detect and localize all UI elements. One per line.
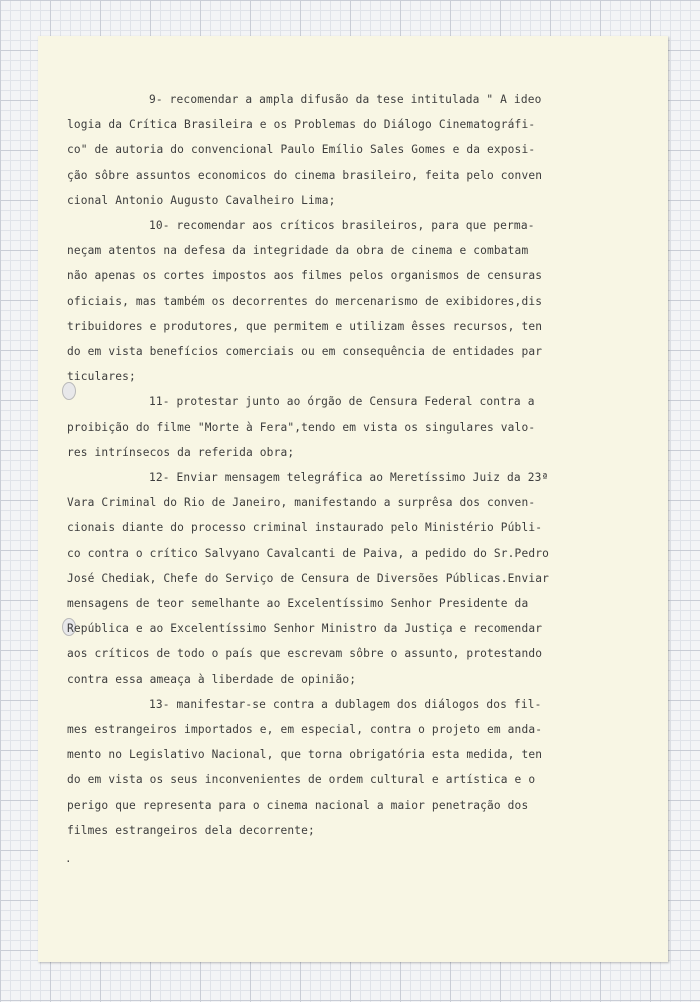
text-line: 11- protestar junto ao órgão de Censura Federal contra a <box>149 395 535 409</box>
paragraph-12 <box>67 465 587 692</box>
text-line: filmes estrangeiros dela decorrente; <box>67 823 315 837</box>
text-line: República e ao Excelentíssimo Senhor Ministro da Justiça e recomendar <box>67 622 543 636</box>
text-line: 12- Enviar mensagem telegráfica ao Meretíssimo Juiz da 23ª <box>149 471 549 485</box>
end-mark: . <box>65 852 72 865</box>
paragraph-10 <box>67 213 587 389</box>
text-line: mes estrangeiros importados e, em especial, contra o projeto em anda- <box>67 723 543 737</box>
text-line: José Chediak, Chefe do Serviço de Censura de Diversões Públicas.Enviar <box>67 571 549 585</box>
text-line: do em vista os seus inconvenientes de ordem cultural e artística e o <box>67 773 536 787</box>
text-line: cionais diante do processo criminal instaurado pelo Ministério Públi- <box>67 521 543 535</box>
text-line: Vara Criminal do Rio de Janeiro, manifestando a surprêsa dos conven- <box>67 496 536 510</box>
paragraph-9 <box>67 87 587 213</box>
text-line: res intrínsecos da referida obra; <box>67 445 295 459</box>
text-line: tribuidores e produtores, que permitem e utilizam êsses recursos, ten <box>67 319 543 333</box>
paragraph-13 <box>67 692 587 843</box>
text-line: cional Antonio Augusto Cavalheiro Lima; <box>67 193 336 207</box>
text-line: logia da Crítica Brasileira e os Problemas do Diálogo Cinematográfi- <box>67 118 536 132</box>
text-line: ticulares; <box>67 370 136 384</box>
text-line: contra essa ameaça à liberdade de opinião; <box>67 672 357 686</box>
text-line: neçam atentos na defesa da integridade da obra de cinema e combatam <box>67 244 529 258</box>
text-line: mento no Legislativo Nacional, que torna obrigatória esta medida, ten <box>67 748 543 762</box>
text-line: do em vista benefícios comerciais ou em consequência de entidades par <box>67 345 543 359</box>
text-line: co contra o crítico Salvyano Cavalcanti de Paiva, a pedido do Sr.Pedro <box>67 546 549 560</box>
text-line: ção sôbre assuntos economicos do cinema brasileiro, feita pelo conven <box>67 168 543 182</box>
text-line: 9- recomendar a ampla difusão da tese intitulada " A ideo <box>149 93 542 106</box>
text-line: aos críticos de todo o país que escrevam sôbre o assunto, protestando <box>67 647 543 661</box>
paragraph-11 <box>67 389 587 465</box>
text-line: mensagens de teor semelhante ao Excelentíssimo Senhor Presidente da <box>67 597 529 611</box>
text-line: oficiais, mas também os decorrentes do mercenarismo de exibidores,dis <box>67 294 543 308</box>
text-line: não apenas os cortes impostos aos filmes pelos organismos de censuras <box>67 269 543 283</box>
typed-text <box>67 87 587 843</box>
text-line: 13- manifestar-se contra a dublagem dos diálogos dos fil- <box>149 697 542 711</box>
text-line: proibição do filme "Morte à Fera",tendo em vista os singulares valo- <box>67 420 536 434</box>
text-line: perigo que representa para o cinema nacional a maior penetração dos <box>67 798 529 812</box>
text-line: co" de autoria do convencional Paulo Emílio Sales Gomes e da exposi- <box>67 143 536 157</box>
text-line: 10- recomendar aos críticos brasileiros, para que perma- <box>149 219 535 233</box>
